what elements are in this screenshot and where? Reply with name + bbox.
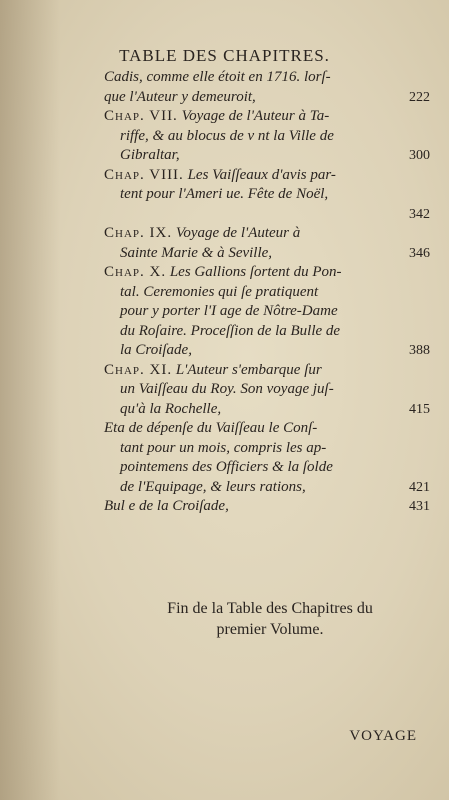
chapter-entry bbox=[104, 224, 434, 263]
entry-text: Bul e de la Croiſade, bbox=[104, 498, 229, 514]
entry-line bbox=[104, 244, 434, 264]
entry-line bbox=[104, 439, 434, 459]
page-number: 300 bbox=[409, 148, 430, 163]
entry-text: de l'Equipage, & leurs rations, bbox=[120, 478, 306, 495]
chapter-number: Chap. IX. bbox=[104, 225, 173, 241]
end-note-line-1: Fin de la Table des Chapitres du bbox=[167, 600, 373, 617]
entry-line bbox=[104, 380, 434, 400]
entry-line bbox=[104, 107, 434, 127]
entry-text: Gibraltar, bbox=[120, 147, 180, 163]
entry-line bbox=[104, 283, 434, 303]
page-number: 222 bbox=[409, 89, 430, 105]
page-number: 431 bbox=[409, 499, 430, 514]
entry-text: Eta de dépenſe du Vaiſſeau le Conſ- bbox=[104, 420, 318, 436]
entry-text: Sainte Marie & à Seville, bbox=[120, 244, 273, 261]
entry-text: Les Vaiſſeaux d'avis par- bbox=[183, 166, 336, 183]
entry-text: pour y porter l'I age de Nôtre-Dame bbox=[120, 303, 338, 319]
chapter-number: Chap. XI. bbox=[104, 361, 173, 378]
chapter-entry bbox=[104, 68, 434, 107]
chapter-entry bbox=[104, 419, 434, 497]
entry-text: tent pour l'Ameri ue. Fête de Noël, bbox=[120, 186, 329, 202]
entry-text: Cadis, comme elle étoit en 1716. lorſ- bbox=[104, 69, 331, 85]
entry-text: que l'Auteur y demeuroit, bbox=[104, 88, 256, 105]
entry-text: L'Auteur s'embarque ſur bbox=[172, 361, 322, 378]
entry-text: du Roſaire. Proceſſion de la Bulle de bbox=[120, 322, 341, 339]
catchword: VOYAGE bbox=[349, 728, 417, 744]
table-heading: TABLE DES CHAPITRES. bbox=[119, 46, 330, 65]
entry-line bbox=[104, 68, 434, 88]
chapter-entry bbox=[104, 107, 434, 166]
end-note bbox=[110, 598, 430, 640]
entry-line bbox=[104, 341, 434, 361]
entry-line bbox=[104, 361, 434, 381]
page-number: 346 bbox=[409, 245, 430, 261]
entry-line bbox=[104, 322, 434, 342]
entry-line bbox=[104, 478, 434, 498]
chapter-entry bbox=[104, 361, 434, 420]
entry-text: tal. Ceremonies qui ſe pratiquent bbox=[120, 283, 319, 300]
entry-line bbox=[104, 185, 434, 205]
end-note-line-2: premier Volume. bbox=[216, 621, 324, 638]
entry-text: Les Gallions ſortent du Pon- bbox=[166, 264, 342, 280]
entry-text: pointemens des Officiers & la ſolde bbox=[120, 459, 333, 475]
entry-line bbox=[104, 419, 434, 439]
entry-line bbox=[104, 127, 434, 147]
page-number: 421 bbox=[409, 479, 430, 495]
page-number: 415 bbox=[409, 401, 430, 417]
chapter-number: Chap. VIII. bbox=[104, 166, 184, 183]
entry-text: riffe, & au blocus de v nt la Ville de bbox=[120, 127, 334, 144]
entry-line bbox=[104, 88, 434, 108]
entry-line bbox=[104, 224, 434, 244]
chapter-number: Chap. VII. bbox=[104, 108, 178, 124]
chapter-entry bbox=[104, 497, 434, 517]
entry-line bbox=[104, 166, 434, 186]
page-number: 342 bbox=[409, 206, 430, 222]
entry-line bbox=[104, 146, 434, 166]
entry-text: qu'à la Rochelle, bbox=[120, 400, 222, 417]
chapter-entry bbox=[104, 166, 434, 225]
entry-line bbox=[104, 302, 434, 322]
page-number: 388 bbox=[409, 343, 430, 358]
entry-text: Voyage de l'Auteur à bbox=[172, 225, 301, 241]
entry-text: Voyage de l'Auteur à Ta- bbox=[177, 108, 330, 124]
entry-line bbox=[104, 400, 434, 420]
entry-line bbox=[104, 263, 434, 283]
entry-text: un Vaiſſeau du Roy. Son voyage juſ- bbox=[120, 381, 334, 397]
chapter-entry bbox=[104, 263, 434, 361]
entry-line bbox=[104, 497, 434, 517]
entry-text: tant pour un mois, compris les ap- bbox=[120, 439, 327, 456]
chapter-list bbox=[104, 68, 434, 517]
page-gutter-shadow bbox=[0, 0, 60, 800]
entry-text: la Croiſade, bbox=[120, 342, 192, 358]
chapter-number: Chap. X. bbox=[104, 264, 167, 280]
entry-line bbox=[104, 458, 434, 478]
